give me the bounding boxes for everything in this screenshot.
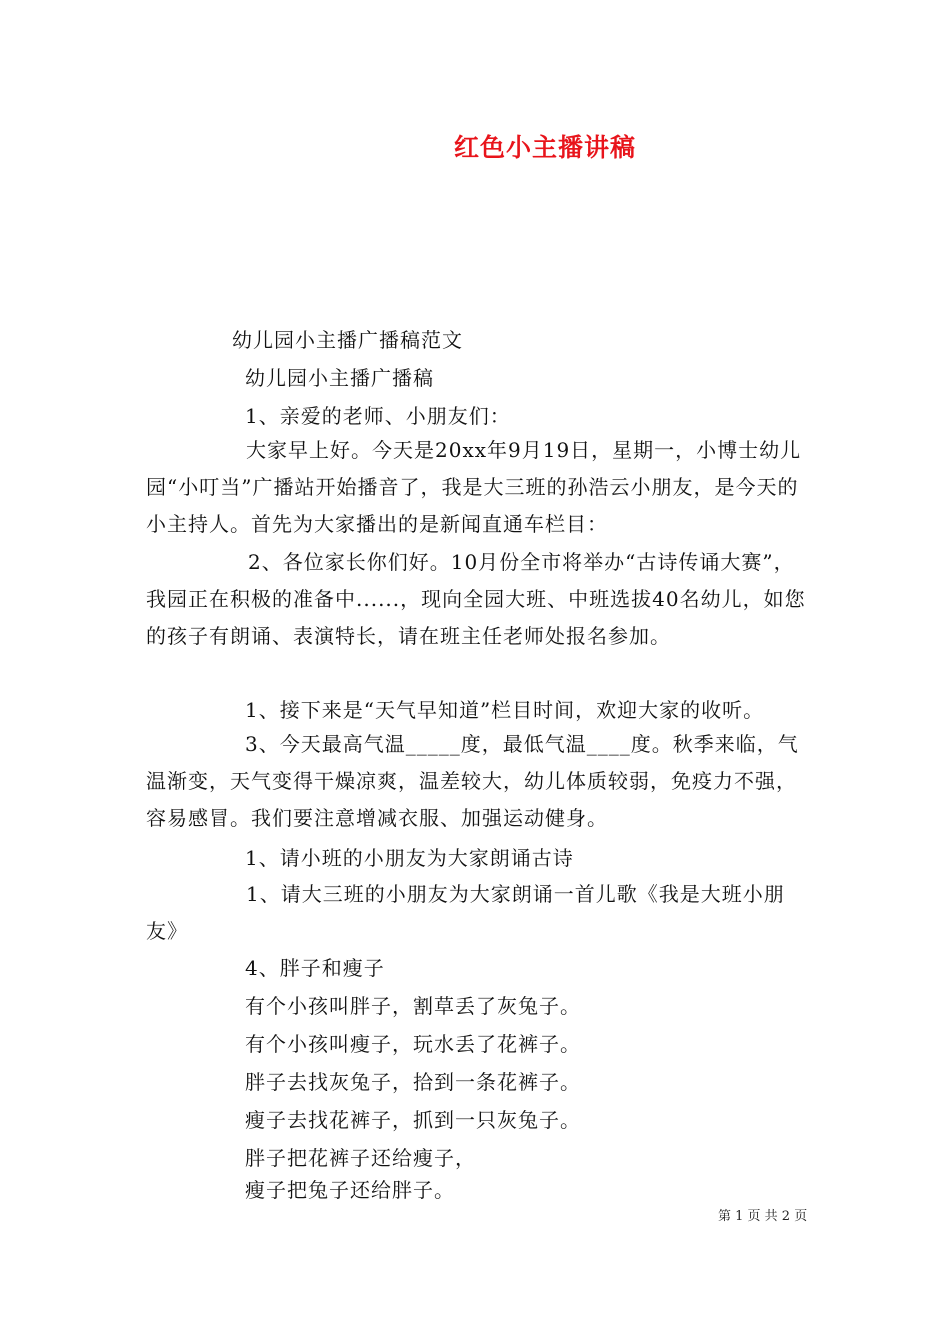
page-footer: 第 1 页 共 2 页 [718,1209,808,1224]
subtitle: 幼儿园小主播广播稿范文 [232,328,463,352]
poem-line: 胖子去找灰兔子，拾到一条花裤子。 [245,1070,581,1094]
paragraph-weather-intro: 1、接下来是“天气早知道”栏目时间，欢迎大家的收听。 [245,698,765,722]
poem-line: 瘦子去找花裤子，抓到一只灰兔子。 [245,1108,581,1132]
document-title: 红色小主播讲稿 [453,133,636,162]
poem-line: 有个小孩叫胖子，割草丢了灰兔子。 [245,994,581,1018]
poem-title: 4、胖子和瘦子 [245,956,385,980]
paragraph-poem-intro: 1、请小班的小朋友为大家朗诵古诗 [245,846,574,870]
paragraph-intro: 大家早上好。今天是20xx年9月19日，星期一，小博士幼儿园“小叮当”广播站开始播音了，我是大三班的孙浩云小朋友，是今天的小主持人。首先为大家播出的是新闻直通车栏目： [146,438,802,536]
paragraph-contest: 2、各位家长你们好。10月份全市将举办“古诗传诵大赛”，我园正在积极的准备中......，现向全园大班、中班选拔40名幼儿，如您的孩子有朗诵、表演特长，请在班主任老师处报名参加。 [146,550,806,648]
poem-line: 有个小孩叫瘦子，玩水丢了花裤子。 [245,1032,581,1056]
paragraph-greeting: 1、亲爱的老师、小朋友们： [245,404,511,428]
paragraph-weather: 3、今天最高气温_____度，最低气温____度。秋季来临，气温渐变，天气变得干燥凉爽，温差较大，幼儿体质较弱，免疫力不强，容易感冒。我们要注意增减衣服、加强运动健身。 [146,732,799,830]
poem-line: 瘦子把兔子还给胖子。 [245,1178,455,1202]
paragraph-song-intro: 1、请大三班的小朋友为大家朗诵一首儿歌《我是大班小朋友》 [146,882,785,943]
poem-line: 胖子把花裤子还给瘦子， [245,1146,476,1170]
heading: 幼儿园小主播广播稿 [245,366,434,390]
